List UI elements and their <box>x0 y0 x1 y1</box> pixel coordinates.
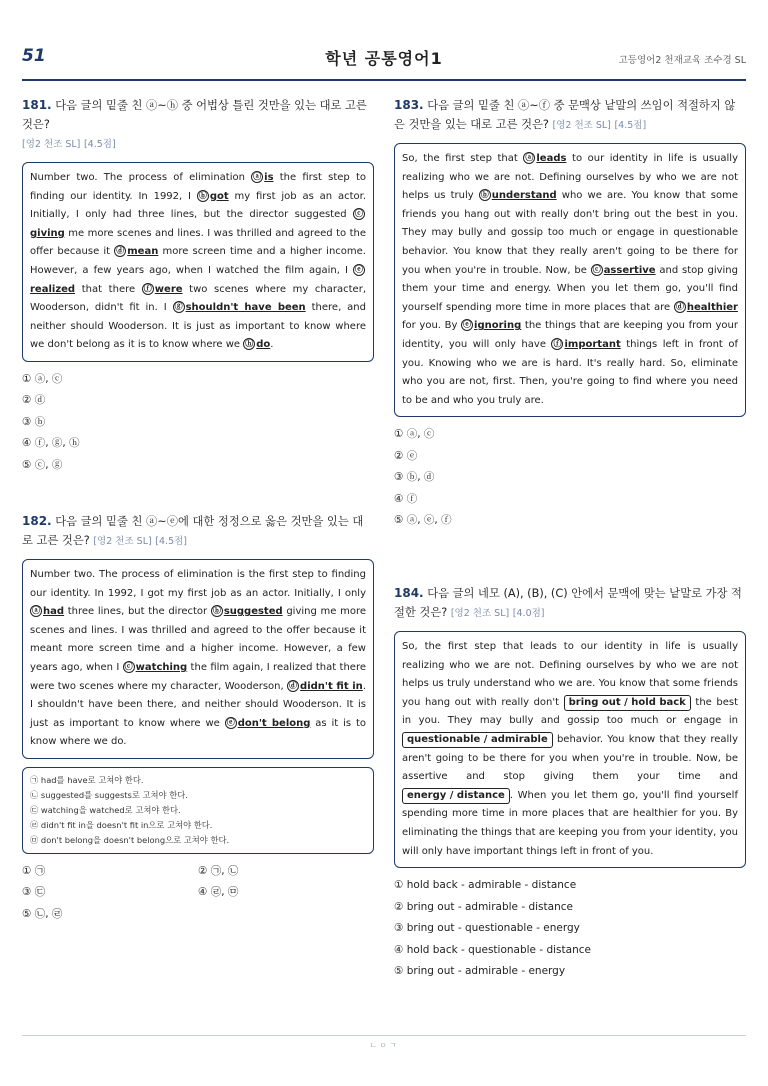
question-181 <box>22 96 374 476</box>
question-source: [영2 천조 SL] <box>450 608 510 619</box>
underlined-word-d: didn't fit in <box>300 680 363 692</box>
underlined-word-f: were <box>154 283 183 295</box>
question-points: [4.5점] <box>155 536 187 547</box>
question-181-passage <box>22 162 374 362</box>
marker-e: ⓔ <box>226 717 235 727</box>
word-box-c: energy / distance <box>402 788 510 804</box>
marker-b: ⓑ <box>480 190 489 200</box>
question-number: 184. <box>394 586 424 600</box>
answer-choice-4[interactable]: ④ ㉣, ㉤ <box>198 886 239 899</box>
underlined-word-d: healthier <box>686 301 738 313</box>
passage-text: Number two. The process of elimination is the first step to finding our identity. In 1992, I got my first job as an actor. Initially, I only <box>30 569 366 599</box>
answer-choice-4[interactable]: ④ hold back - questionable - distance <box>394 943 591 956</box>
passage-text: So, the first step that leads to our identity in life is usually realizing who we are not. Defining ourselves by who we are not helps us truly understand who we are. You know that some friends you hang out with really don't <box>402 641 738 708</box>
passage-text: So, the first step that <box>402 153 524 164</box>
question-prompt: 다음 글의 네모 (A), (B), (C) 안에서 문맥에 맞는 낱말로 가장 적절한 것은? <box>394 587 742 619</box>
marker-b: ⓑ <box>212 606 221 616</box>
question-184-header <box>394 584 746 623</box>
question-prompt: 다음 글의 밑줄 친 ⓐ~ⓔ에 대한 정정으로 옳은 것만을 있는 대로 고른 것은? <box>22 515 364 547</box>
footer-divider <box>22 1035 746 1036</box>
statement-item: ㉡ suggested를 suggests로 고쳐야 한다. <box>30 789 188 800</box>
answer-choice-5[interactable]: ⑤ ⓐ, ⓔ, ⓕ <box>394 514 452 527</box>
marker-c: ⓒ <box>124 661 133 671</box>
marker-e: ⓔ <box>463 320 472 330</box>
passage-text: to our identity in life is usually realizing who we are not. Defining ourselves by who we are not helps us truly <box>402 153 738 202</box>
question-182-header <box>22 512 374 551</box>
passage-text: that there <box>75 283 142 295</box>
underlined-word-e: realized <box>30 283 76 295</box>
question-source: [영2 천조 SL] <box>93 536 152 547</box>
question-number: 183. <box>394 98 424 112</box>
underlined-word-b: got <box>209 190 229 202</box>
marker-b: ⓑ <box>198 190 207 200</box>
footer-mark: ㄴㅇㄱ <box>369 1041 399 1050</box>
passage-text: three lines, but the director <box>64 606 211 618</box>
question-181-header <box>22 96 374 154</box>
question-prompt: 다음 글의 밑줄 친 ⓐ~ⓕ 중 문맥상 낱말의 쓰임이 적절하지 않은 것만을 있는 대로 고른 것은? <box>394 99 736 131</box>
underlined-word-c: watching <box>135 661 188 673</box>
marker-f: ⓕ <box>553 338 562 348</box>
question-183-passage <box>394 143 746 417</box>
answer-choice-2[interactable]: ② bring out - admirable - distance <box>394 900 573 913</box>
marker-c: ⓒ <box>592 264 601 274</box>
marker-f: ⓕ <box>143 283 152 293</box>
marker-a: ⓐ <box>253 172 262 181</box>
underlined-word-c: assertive <box>603 264 656 276</box>
answer-choice-1[interactable]: ① ⓐ, ⓒ <box>22 372 63 385</box>
word-box-a: bring out / hold back <box>564 695 691 711</box>
answer-choice-3[interactable]: ③ ㉢ <box>22 886 46 899</box>
page-number: 51 <box>22 46 46 66</box>
underlined-word-f: important <box>564 338 621 350</box>
underlined-word-a: is <box>264 172 274 183</box>
underlined-word-g: shouldn't have been <box>185 302 306 314</box>
statement-item: ㉠ had를 have로 고쳐야 한다. <box>30 774 144 785</box>
passage-text: the first step to finding our identity. In 1992, I <box>30 172 366 202</box>
question-prompt: 다음 글의 밑줄 친 ⓐ~ⓗ 중 어법상 틀린 것만을 있는 대로 고른 것은? <box>22 99 367 131</box>
answer-choice-3[interactable]: ③ ⓑ, ⓓ <box>394 471 435 484</box>
passage-text: who we are. You know that some friends you hang out with really don't bring out the best in you. They may bully and gossip too much or engage in questionable behavior. You know that they really aren't going to be there for you when you're in trouble. Now, be <box>402 190 738 276</box>
answer-choice-2[interactable]: ② ㉠, ㉡ <box>198 864 239 877</box>
passage-text: my first job as an actor. Initially, I only had three lines, but the director suggested <box>30 190 366 221</box>
marker-d: ⓓ <box>675 301 684 311</box>
answer-choice-1[interactable]: ① ⓐ, ⓒ <box>394 428 435 441</box>
underlined-word-e: ignoring <box>474 320 522 332</box>
underlined-word-d: mean <box>127 246 159 258</box>
answer-choice-1[interactable]: ① ㉠ <box>22 864 46 877</box>
passage-text: . <box>270 339 274 351</box>
question-183 <box>394 96 746 532</box>
question-184-choices <box>394 875 746 983</box>
passage-text: as it is to know where we do. <box>30 717 367 748</box>
answer-choice-4[interactable]: ④ ⓕ, ⓖ, ⓗ <box>22 437 80 450</box>
marker-c: ⓒ <box>355 209 363 219</box>
question-181-choices <box>22 369 374 477</box>
passage-text: . When you let them go, you'll find yourself spending more time in more places that are healthier for you. By eliminating the things that are keeping you from your identity, you will only have important things left in front of you. <box>402 789 738 857</box>
answer-choice-3[interactable]: ③ ⓑ <box>22 415 46 428</box>
header-divider <box>22 79 746 81</box>
underlined-word-b: suggested <box>223 606 283 618</box>
passage-text: and stop giving them your time and energy. When you let them go, you'll find yourself spending more time in more places that are <box>402 264 738 313</box>
underlined-word-b: understand <box>491 190 557 202</box>
question-source: [영2 천조 SL] <box>552 120 611 131</box>
passage-text: things left in front of you. Knowing who we are is hard. It's really hard. So, eliminate who you are not, first. Then, you're going to find where you need to be and who you truly are. <box>402 338 738 406</box>
answer-choice-2[interactable]: ② ⓓ <box>22 394 46 407</box>
passage-text: behavior. You know that they really aren't going to be there for you when you're in trouble. Now, be assertive and stop giving them your time and <box>402 733 738 783</box>
marker-d: ⓓ <box>289 680 298 690</box>
question-points: [4.5점] <box>83 139 116 150</box>
passage-text: . I shouldn't have been there, and neither should Wooderson. It is just as important to know where we <box>30 680 366 729</box>
underlined-word-e: don't belong <box>237 717 311 729</box>
page-title: 학년 공통영어1 <box>325 49 443 68</box>
statement-item: ㉣ didn't fit in을 doesn't fit in으로 고쳐야 한다. <box>30 819 213 830</box>
marker-e: ⓔ <box>355 264 363 274</box>
marker-h: ⓗ <box>245 339 254 349</box>
question-182 <box>22 512 374 925</box>
question-number: 181. <box>22 98 52 112</box>
marker-d: ⓓ <box>116 246 125 256</box>
answer-choice-5[interactable]: ⑤ ㉡, ㉣ <box>22 907 63 920</box>
passage-text: giving me more scenes and lines. I was thrilled and agreed to the offer because it meant more screen time and a higher income. However, a few years ago, when I <box>30 606 366 673</box>
underlined-word-h: do <box>256 339 271 351</box>
question-184-passage <box>394 631 746 868</box>
marker-g: ⓖ <box>174 302 183 312</box>
answer-choice-5[interactable]: ⑤ ⓒ, ⓖ <box>22 458 63 471</box>
passage-text: two scenes where my character, Wooderson, didn't fit in. I <box>30 283 366 314</box>
passage-text: the film again, I realized that there were two scenes where my character, Wooderson, <box>30 661 366 692</box>
marker-a: ⓐ <box>32 606 40 616</box>
statement-item: ㉤ don't belong을 doesn't belong으로 고쳐야 한다. <box>30 834 230 845</box>
question-182-statements <box>22 767 374 854</box>
passage-text: the best in you. They may bully and gossip too much or engage in <box>402 696 738 727</box>
answer-choice-3[interactable]: ③ bring out - questionable - energy <box>394 922 580 935</box>
answer-choice-1[interactable]: ① hold back - admirable - distance <box>394 879 577 892</box>
statement-item: ㉢ watching을 watched로 고쳐야 한다. <box>30 804 181 815</box>
passage-text: there, and neither should Wooderson. It is just as important to know where we don't belong as it is to know where we <box>30 302 366 351</box>
question-183-choices <box>394 424 746 532</box>
passage-text: me more scenes and lines. I was thrilled and agreed to the offer because it <box>30 227 366 258</box>
question-points: [4.5점] <box>614 120 647 131</box>
question-points: [4.0점] <box>512 608 545 619</box>
passage-text: more screen time and a higher income. However, a few years ago, when I watched the film again, I <box>30 246 366 276</box>
answer-choice-2[interactable]: ② ⓔ <box>394 449 418 462</box>
question-183-header <box>394 96 746 135</box>
question-182-choices <box>22 861 374 926</box>
question-source: [영2 천조 SL] <box>22 139 81 150</box>
page-subtitle: 고등영어2 천재교육 조수경 SL <box>618 55 746 66</box>
underlined-word-a: had <box>43 606 65 618</box>
answer-choice-4[interactable]: ④ ⓕ <box>394 492 418 505</box>
marker-a: ⓐ <box>525 153 534 162</box>
question-number: 182. <box>22 514 52 528</box>
word-box-b: questionable / admirable <box>402 732 553 748</box>
underlined-word-c: giving <box>30 227 65 239</box>
question-184 <box>394 584 746 983</box>
passage-text: Number two. The process of elimination <box>30 172 252 183</box>
passage-text: for you. By <box>402 320 462 332</box>
passage-text: the things that are keeping you from your identity, you will only have <box>402 320 738 350</box>
underlined-word-a: leads <box>536 153 567 164</box>
answer-choice-5[interactable]: ⑤ bring out - admirable - energy <box>394 965 566 978</box>
question-182-passage <box>22 559 374 759</box>
